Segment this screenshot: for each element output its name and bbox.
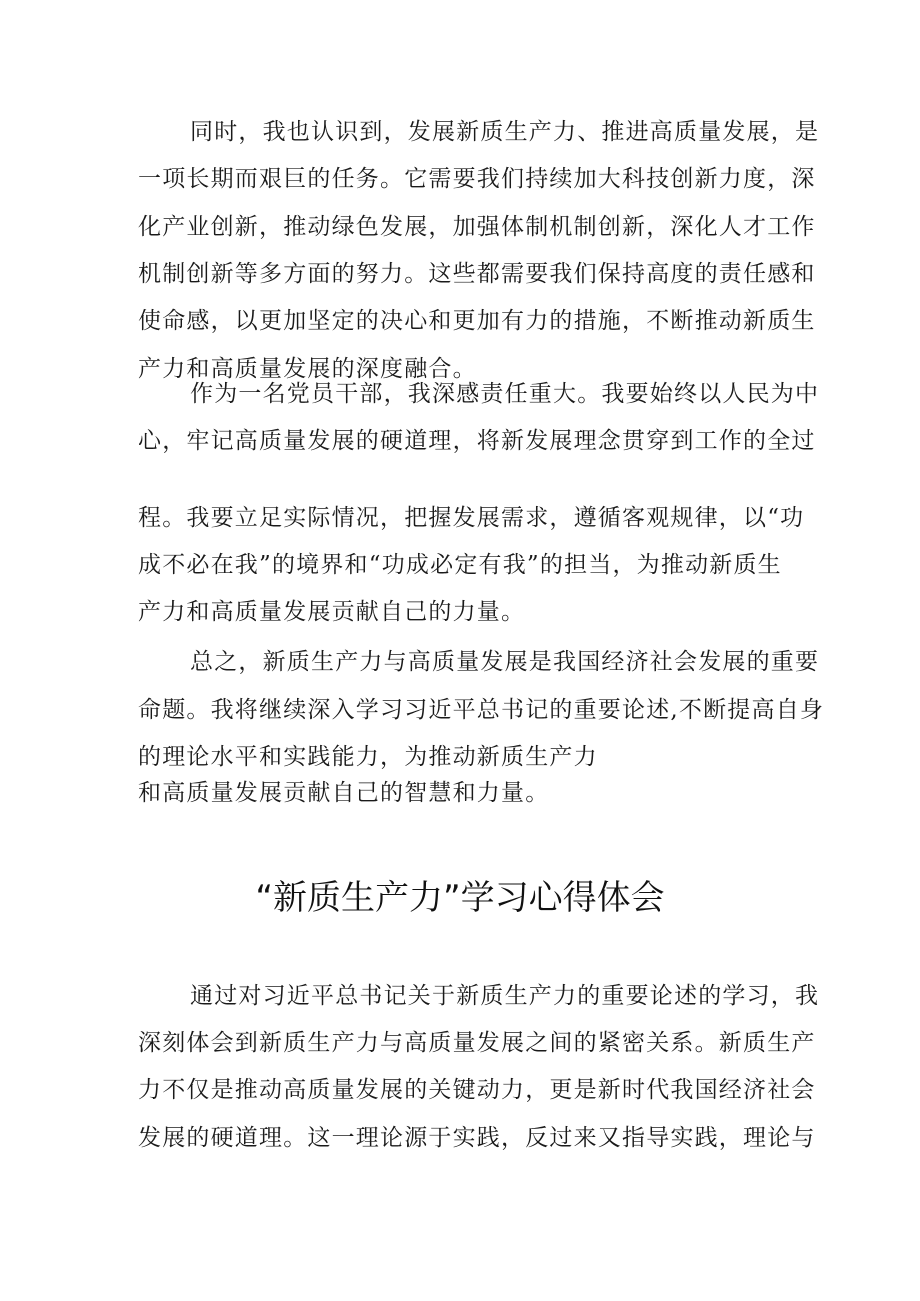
paragraph-line: 使命感，以更加坚定的决心和更加有力的措施，不断推动新质生 — [138, 308, 816, 334]
document-title: “新质生产力”学习心得体会 — [255, 878, 665, 918]
paragraph-line: 发展的硬道理。这一理论源于实践，反过来又指导实践，理论与 — [138, 1125, 816, 1151]
paragraph-line: 作为一名党员干部，我深感责任重大。我要始终以人民为中 — [190, 381, 820, 407]
paragraph-line: 程。我要立足实际情况，把握发展需求，遵循客观规律，以“功 — [138, 505, 805, 531]
paragraph-line: 成不必在我”的境界和“功成必定有我”的担当，为推动新质生 — [138, 552, 782, 578]
paragraph-line: 产力和高质量发展贡献自己的力量。 — [138, 599, 526, 625]
paragraph-line: 机制创新等多方面的努力。这些都需要我们保持高度的责任感和 — [138, 261, 816, 287]
paragraph-line: 力不仅是推动高质量发展的关键动力，更是新时代我国经济社会 — [138, 1077, 816, 1103]
paragraph-line: 心，牢记高质量发展的硬道理，将新发展理念贯穿到工作的全过 — [138, 428, 816, 454]
paragraph-line: 的理论水平和实践能力，为推动新质生产力 — [138, 744, 598, 770]
paragraph-line: 和高质量发展贡献自己的智慧和力量。 — [138, 780, 550, 806]
paragraph-line: 通过对习近平总书记关于新质生产力的重要论述的学习，我 — [190, 983, 820, 1009]
paragraph-line: 一项长期而艰巨的任务。它需要我们持续加大科技创新力度，深 — [138, 166, 816, 192]
paragraph-line: 化产业创新，推动绿色发展，加强体制机制创新，深化人才工作 — [138, 214, 816, 240]
paragraph-line: 命题。我将继续深入学习习近平总书记的重要论述,不断提高自身 — [138, 697, 825, 723]
paragraph-line: 总之，新质生产力与高质量发展是我国经济社会发展的重要 — [190, 649, 820, 675]
paragraph-line: 深刻体会到新质生产力与高质量发展之间的紧密关系。新质生产 — [138, 1030, 816, 1056]
paragraph-line: 同时，我也认识到，发展新质生产力、推进高质量发展，是 — [190, 119, 820, 145]
paragraph-line: 产力和高质量发展的深度融合。 — [138, 356, 477, 382]
